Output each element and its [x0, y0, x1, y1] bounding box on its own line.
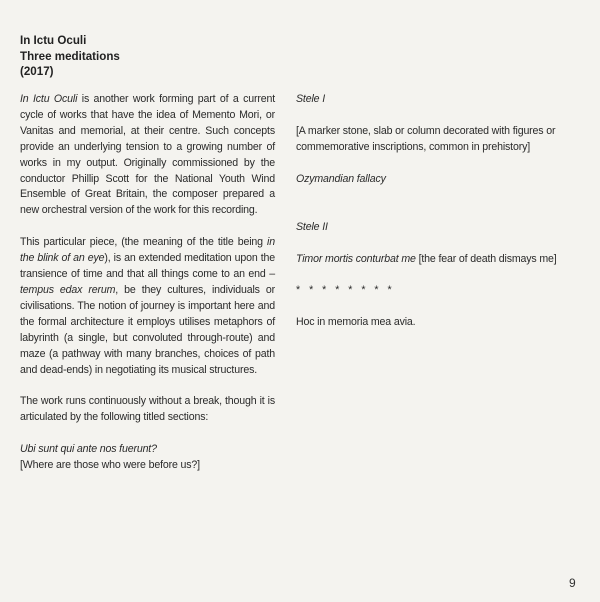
meaning-text-pre: This particular piece, (the meaning of the title being — [20, 236, 268, 249]
section-hoc-in-memoria: Hoc in memoria mea avia. — [296, 316, 416, 329]
meaning-text-post: , be they cultures, individuals or civilisations. The notion of journey is important here and the formal architecture it employs utilises metaphors of labyrinth (a single, but convoluted through-route) and maze (a pathway with many branches, choices of path and dead-ends) in negotiating its musical structures. — [20, 283, 275, 376]
work-title-block — [20, 33, 280, 80]
section-ubi-sunt-title: Ubi sunt qui ante nos fuerunt? — [20, 443, 157, 456]
section-ubi-sunt-translation: [Where are those who were before us?] — [20, 459, 200, 472]
asterisk-divider: * * * * * * * * — [296, 284, 395, 297]
timor-translation: [the fear of death dismays me] — [415, 252, 557, 265]
section-stele-1-desc: [A marker stone, slab or column decorated with figures or commemorative inscriptions, common in prehistory] — [296, 124, 556, 153]
meaning-italic-tempus: tempus edax rerum — [20, 283, 116, 296]
work-subtitle: Three meditations — [20, 49, 120, 63]
paragraph-sections: The work runs continuously without a break, though it is articulated by the following titled sections: — [20, 395, 275, 424]
section-stele-1-title: Stele I — [296, 93, 325, 105]
section-timor-mortis — [296, 252, 558, 268]
work-year: (2017) — [20, 65, 54, 78]
meaning-italic-blink: in the blink of an eye — [20, 236, 275, 265]
right-column — [296, 92, 558, 331]
paragraph-meaning — [20, 235, 275, 378]
italic-work-title: In Ictu Oculi — [20, 93, 78, 105]
section-ubi-sunt — [20, 442, 275, 474]
page-number: 9 — [569, 576, 576, 590]
meaning-text-mid: ), is an extended meditation upon the transience of time and that all things come to an end – — [20, 252, 275, 281]
section-ozymandian: Ozymandian fallacy — [296, 172, 386, 185]
left-column — [20, 92, 275, 474]
work-title: In Ictu Oculi — [20, 34, 87, 47]
timor-italic: Timor mortis conturbat me — [296, 252, 416, 265]
section-stele-2-title: Stele II — [296, 220, 328, 233]
paragraph-intro — [20, 92, 275, 219]
intro-text: is another work forming part of a current cycle of works that have the idea of Memento Mori, or Vanitas and memorial, at their centre. Such concepts provide an underlying tension to a growing number of works in my output. Originally commissioned by the conductor Phillip Scott for the National Youth Wind Ensemble of Great Britain, the composer prepared a new orchestral version of the work for this recording. — [20, 93, 275, 217]
